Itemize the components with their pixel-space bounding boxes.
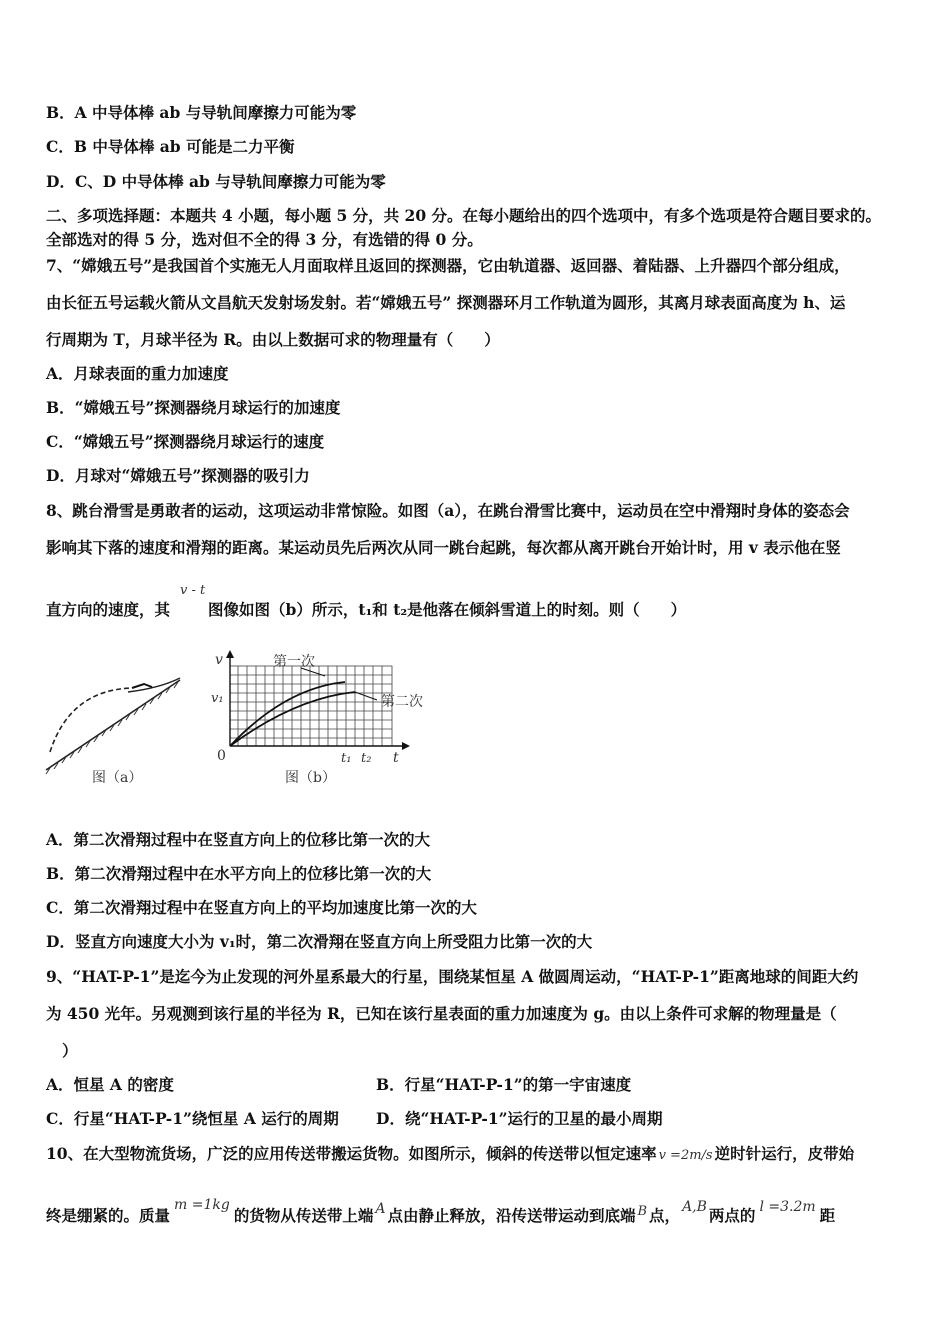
q10-line2-part5: 两点的 — [708, 1206, 756, 1225]
figure-a-caption: 图（a） — [92, 770, 143, 786]
grid — [230, 666, 392, 746]
ab-expression: A,B — [682, 1199, 707, 1215]
legend-second: 第二次 — [381, 694, 423, 710]
q8-option-d: D．竖直方向速度大小为 v₁时，第二次滑翔在竖直方向上所受阻力比第一次的大 — [46, 932, 593, 951]
point-a-label: A — [375, 1201, 386, 1217]
q7-option-a: A．月球表面的重力加速度 — [46, 364, 229, 383]
figure-a-ski-slope — [40, 670, 190, 790]
q10-line2-part1: 终是绷紧的。质量 — [46, 1206, 171, 1225]
q9-option-a: A．恒星 A 的密度 — [46, 1075, 174, 1094]
q7-stem-line3: 行周期为 T，月球半径为 R。由以上数据可求的物理量有（ ） — [46, 330, 500, 349]
slope-surface — [46, 680, 180, 774]
q9-option-c: C．行星“HAT-P-1”绕恒星 A 运行的周期 — [46, 1109, 339, 1128]
q7-stem-line1: 7、“嫦娥五号”是我国首个实施无人月面取样且返回的探测器，它由轨道器、返回器、着陆器、上升器四个部分组成， — [46, 256, 850, 275]
q8-stem-line3 — [46, 600, 910, 620]
q9-stem-line2: 为 450 光年。另观测到该行星的半径为 R，已知在该行星表面的重力加速度为 g。由以上条件可求解的物理量是（ — [46, 1004, 837, 1023]
figure-b-caption: 图（b） — [285, 770, 336, 786]
t2-label: t₂ — [361, 751, 372, 766]
origin-label: 0 — [217, 748, 226, 764]
figure-b-vt-graph — [205, 648, 445, 793]
q10-stem-line2 — [46, 1197, 910, 1228]
q8-stem-line2: 影响其下落的速度和滑翔的距离。某运动员先后两次从同一跳台起跳，每次都从离开跳台开始计时，用 v 表示他在竖 — [46, 538, 841, 557]
t-axis-arrow — [402, 742, 410, 750]
vt-expression: v - t — [180, 583, 206, 598]
q10-line2-part4: 点， — [649, 1206, 681, 1225]
q7-stem-line2: 由长征五号运载火箭从文昌航天发射场发射。若“嫦娥五号” 探测器环月工作轨道为圆形，其离月球表面高度为 h、运 — [46, 293, 846, 312]
t-axis-label: t — [393, 750, 399, 766]
q9-option-d: D．绕“HAT-P-1”运行的卫星的最小周期 — [376, 1109, 663, 1128]
q7-option-c: C．“嫦娥五号”探测器绕月球运行的速度 — [46, 432, 325, 451]
q9-stem-line1: 9、“HAT-P-1”是迄今为止发现的河外星系最大的行星，围绕某恒星 A 做圆周运动，“HAT-P-1”距离地球的间距大约 — [46, 967, 859, 986]
option-b-prev: B．A 中导体棒 ab 与导轨间摩擦力可能为零 — [46, 103, 357, 122]
q10-stem-line1-end: 逆时针运行，皮带始 — [714, 1144, 855, 1163]
q8-option-c: C．第二次滑翔过程中在竖直方向上的平均加速度比第一次的大 — [46, 898, 477, 917]
q7-option-b: B．“嫦娥五号”探测器绕月球运行的加速度 — [46, 398, 341, 417]
q9-stem-line3: ） — [62, 1041, 78, 1060]
length-expression: l =3.2m — [759, 1199, 816, 1215]
q8-stem-line3-end: 图像如图（b）所示，t₁和 t₂是他落在倾斜雪道上的时刻。则（ ） — [208, 600, 687, 619]
section-heading-line1: 二、多项选择题：本题共 4 小题，每小题 5 分，共 20 分。在每小题给出的四个选项中，有多个选项是符合题目要求的。 — [46, 206, 882, 225]
q10-stem-line1 — [46, 1144, 910, 1166]
section-heading-line2: 全部选对的得 5 分，选对但不全的得 3 分，有选错的得 0 分。 — [46, 230, 483, 249]
option-d-prev: D．C、D 中导体棒 ab 与导轨间摩擦力可能为零 — [46, 172, 386, 191]
v-axis-arrow — [226, 650, 234, 658]
q8-option-a: A．第二次滑翔过程中在竖直方向上的位移比第一次的大 — [46, 830, 431, 849]
q8-option-b: B．第二次滑翔过程中在水平方向上的位移比第一次的大 — [46, 864, 432, 883]
q9-option-b: B．行星“HAT-P-1”的第一宇宙速度 — [376, 1075, 632, 1094]
q10-line2-part2: 的货物从传送带上端 — [233, 1206, 374, 1225]
v-axis-label: v — [215, 652, 223, 668]
skier-figure — [132, 684, 152, 688]
q8-stem-line3-start: 直方向的速度，其 — [46, 600, 171, 619]
legend-first: 第一次 — [273, 654, 315, 670]
option-c-prev: C．B 中导体棒 ab 可能是二力平衡 — [46, 137, 295, 156]
speed-expression: v =2m/s — [658, 1148, 713, 1163]
q10-stem-line1-start: 10、在大型物流货场，广泛的应用传送带搬运货物。如图所示，倾斜的传送带以恒定速率 — [46, 1144, 657, 1163]
q10-line2-part3: 点由静止释放，沿传送带运动到底端 — [387, 1206, 636, 1225]
q8-stem-line1: 8、跳台滑雪是勇敢者的运动，这项运动非常惊险。如图（a），在跳台滑雪比赛中，运动员在空中滑翔时身体的姿态会 — [46, 501, 850, 520]
mass-expression: m =1kg — [174, 1197, 230, 1213]
q10-line2-part6: 距 — [819, 1206, 836, 1225]
v1-label: v₁ — [211, 691, 224, 706]
q7-option-d: D．月球对“嫦娥五号”探测器的吸引力 — [46, 466, 310, 485]
point-b-label: B — [637, 1204, 648, 1219]
t1-label: t₁ — [341, 751, 352, 766]
